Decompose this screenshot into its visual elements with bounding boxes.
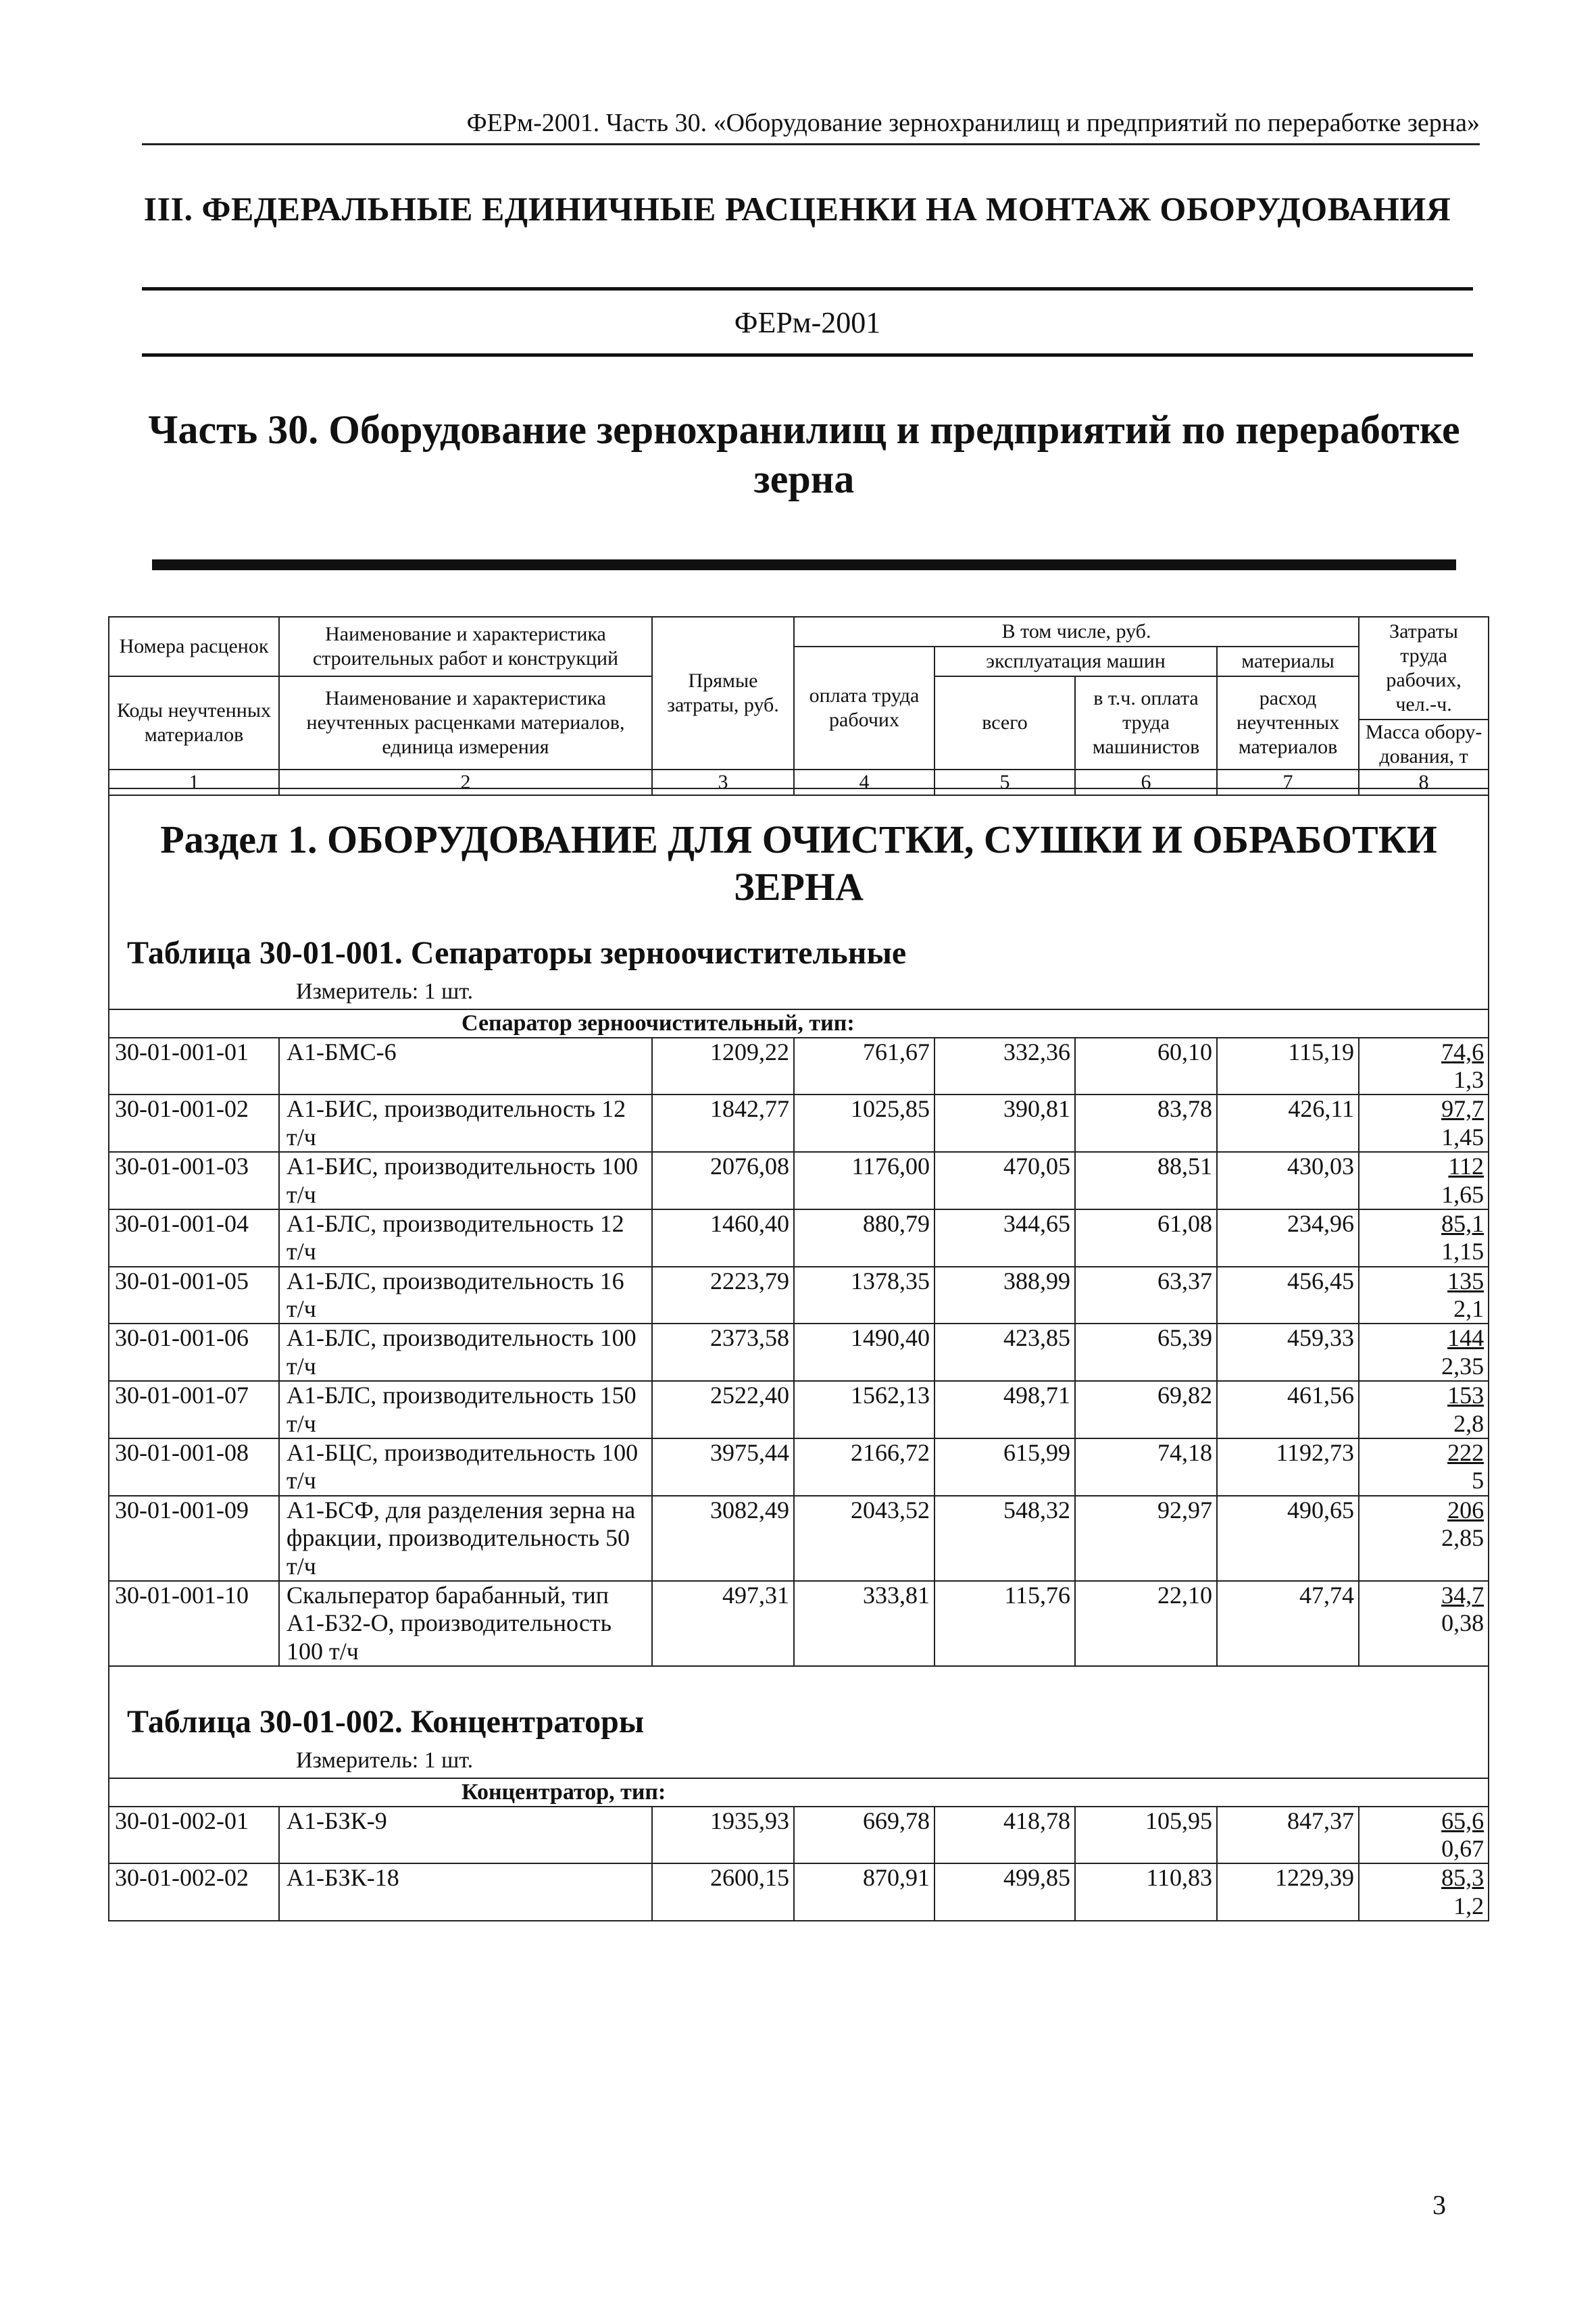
- machinists-pay: 69,82: [1075, 1381, 1217, 1438]
- labor-pay: 1025,85: [794, 1095, 934, 1152]
- equipment-mass: 1,3: [1453, 1065, 1485, 1093]
- table-meter: Измеритель: 1 шт.: [296, 1748, 474, 1774]
- col-direct-costs: Прямые затраты, руб.: [652, 617, 794, 770]
- separator-bar: [152, 559, 1456, 570]
- rate-code: 30-01-001-03: [109, 1152, 279, 1209]
- labor-hours: 144: [1447, 1324, 1485, 1352]
- labor-mass-cell: [1359, 1581, 1489, 1666]
- labor-mass-cell: [1359, 1381, 1489, 1438]
- labor-pay: 1378,35: [794, 1267, 934, 1324]
- main-heading: III. ФЕДЕРАЛЬНЫЕ ЕДИНИЧНЫЕ РАСЦЕНКИ НА МОНТАЖ ОБОРУДОВАНИЯ: [143, 190, 1451, 228]
- materials-cost: 234,96: [1217, 1209, 1359, 1267]
- labor-pay: 880,79: [794, 1209, 934, 1267]
- table-row: [109, 1581, 1489, 1666]
- labor-mass-cell: [1359, 1267, 1489, 1324]
- labor-hours: 222: [1447, 1439, 1485, 1467]
- materials-cost: 430,03: [1217, 1152, 1359, 1209]
- materials-cost: 115,19: [1217, 1038, 1359, 1095]
- labor-hours: 85,3: [1441, 1864, 1485, 1892]
- equipment-mass: 5: [1472, 1467, 1485, 1494]
- direct-costs: 497,31: [652, 1581, 794, 1666]
- running-header: ФЕРм-2001. Часть 30. «Оборудование зернохранилищ и предприятий по переработке зерна»: [142, 108, 1480, 145]
- item-name: А1-БЛС, производительность 150 т/ч: [279, 1381, 652, 1438]
- labor-mass-cell: [1359, 1152, 1489, 1209]
- part-title-line-2: зерна: [753, 457, 855, 502]
- labor-hours: 65,6: [1441, 1807, 1485, 1834]
- materials-cost: 456,45: [1217, 1267, 1359, 1324]
- materials-cost: 1192,73: [1217, 1438, 1359, 1496]
- machinists-pay: 83,78: [1075, 1095, 1217, 1152]
- machinists-pay: 88,51: [1075, 1152, 1217, 1209]
- table-title: Таблица 30-01-001. Сепараторы зерноочистительные: [127, 935, 907, 972]
- direct-costs: 2373,58: [652, 1324, 794, 1381]
- equipment-mass: 2,85: [1441, 1524, 1485, 1552]
- table-row: [109, 1038, 1489, 1095]
- labor-hours: 97,7: [1441, 1095, 1485, 1123]
- col-equipment-mass: Масса обору-дования, т: [1359, 720, 1489, 770]
- direct-costs: 1935,93: [652, 1807, 794, 1864]
- machinists-pay: 92,97: [1075, 1496, 1217, 1581]
- table-row: [109, 1324, 1489, 1381]
- col-num-2: 2: [279, 770, 652, 795]
- group-label: Сепаратор зерноочистительный, тип:: [279, 1009, 1489, 1037]
- table-title: Таблица 30-01-002. Концентраторы: [127, 1704, 645, 1740]
- machinists-pay: 60,10: [1075, 1038, 1217, 1095]
- table-row: [109, 1267, 1489, 1324]
- machines-total: 423,85: [934, 1324, 1075, 1381]
- col-num-8: 8: [1359, 770, 1489, 795]
- rate-code: 30-01-001-06: [109, 1324, 279, 1381]
- group-label: Концентратор, тип:: [279, 1778, 1489, 1806]
- col-num-3: 3: [652, 770, 794, 795]
- machines-total: 498,71: [934, 1381, 1075, 1438]
- labor-mass-cell: [1359, 1209, 1489, 1267]
- labor-hours: 153: [1447, 1382, 1485, 1409]
- machines-total: 390,81: [934, 1095, 1075, 1152]
- table-row: [109, 1438, 1489, 1496]
- materials-cost: 459,33: [1217, 1324, 1359, 1381]
- labor-pay: 1490,40: [794, 1324, 934, 1381]
- labor-mass-cell: [1359, 1324, 1489, 1381]
- column-header-table: [108, 616, 1489, 796]
- col-unaccounted-names: Наименование и характеристика неучтенных расценками материалов, единица измерения: [279, 676, 652, 770]
- direct-costs: 1460,40: [652, 1209, 794, 1267]
- item-name: Скальператор барабанный, тип А1-Б32-О, производительность 100 т/ч: [279, 1581, 652, 1666]
- machines-total: 470,05: [934, 1152, 1075, 1209]
- table-row: [109, 1863, 1489, 1921]
- table-row: [109, 1496, 1489, 1581]
- machinists-pay: 65,39: [1075, 1324, 1217, 1381]
- materials-cost: 426,11: [1217, 1095, 1359, 1152]
- labor-pay: 1176,00: [794, 1152, 934, 1209]
- materials-cost: 847,37: [1217, 1807, 1359, 1864]
- labor-mass-cell: [1359, 1095, 1489, 1152]
- col-work-name: Наименование и характеристика строительных работ и конструкций: [279, 617, 652, 676]
- item-name: А1-БЛС, производительность 16 т/ч: [279, 1267, 652, 1324]
- col-labor-pay: оплата труда рабочих: [794, 647, 934, 770]
- rate-code: 30-01-001-01: [109, 1038, 279, 1095]
- table-row: [109, 1381, 1489, 1438]
- machines-total: 418,78: [934, 1807, 1075, 1864]
- col-machines: эксплуатация машин: [934, 647, 1217, 676]
- direct-costs: 2076,08: [652, 1152, 794, 1209]
- direct-costs: 1209,22: [652, 1038, 794, 1095]
- item-name: А1-БИС, производительность 12 т/ч: [279, 1095, 652, 1152]
- col-materials: материалы: [1217, 647, 1359, 676]
- labor-hours: 85,1: [1441, 1209, 1485, 1237]
- labor-pay: 1562,13: [794, 1381, 934, 1438]
- table-row: [109, 1152, 1489, 1209]
- labor-mass-cell: [1359, 1038, 1489, 1095]
- machines-total: 548,32: [934, 1496, 1075, 1581]
- machinists-pay: 61,08: [1075, 1209, 1217, 1267]
- equipment-mass: 1,2: [1453, 1892, 1485, 1919]
- page-number: 3: [1432, 2190, 1446, 2220]
- direct-costs: 2522,40: [652, 1381, 794, 1438]
- rate-code: 30-01-001-07: [109, 1381, 279, 1438]
- labor-mass-cell: [1359, 1438, 1489, 1496]
- machines-total: 615,99: [934, 1438, 1075, 1496]
- direct-costs: 3082,49: [652, 1496, 794, 1581]
- rate-code: 30-01-001-04: [109, 1209, 279, 1267]
- labor-hours: 206: [1447, 1496, 1485, 1524]
- part-title-line-1: Часть 30. Оборудование зернохранилищ и предприятий по переработке: [148, 407, 1460, 452]
- col-rate-numbers: Номера расценок: [109, 617, 279, 676]
- col-machines-total: всего: [934, 676, 1075, 770]
- equipment-mass: 1,15: [1441, 1238, 1485, 1265]
- col-unaccounted-codes: Коды неучтенных материалов: [109, 676, 279, 770]
- col-including: В том числе, руб.: [794, 617, 1359, 647]
- item-name: А1-БИС, производительность 100 т/ч: [279, 1152, 652, 1209]
- rate-code: 30-01-001-05: [109, 1267, 279, 1324]
- equipment-mass: 2,1: [1453, 1295, 1485, 1323]
- rate-code: 30-01-001-10: [109, 1581, 279, 1666]
- part-title: [135, 405, 1473, 504]
- direct-costs: 1842,77: [652, 1095, 794, 1152]
- equipment-mass: 1,65: [1441, 1180, 1485, 1208]
- col-num-1: 1: [109, 770, 279, 795]
- machinists-pay: 22,10: [1075, 1581, 1217, 1666]
- equipment-mass: 0,67: [1441, 1834, 1485, 1862]
- rate-code: 30-01-001-08: [109, 1438, 279, 1496]
- rate-code: 30-01-001-09: [109, 1496, 279, 1581]
- table-meter: Измеритель: 1 шт.: [296, 979, 474, 1005]
- item-name: А1-БЗК-18: [279, 1863, 652, 1921]
- item-name: А1-БЛС, производительность 100 т/ч: [279, 1324, 652, 1381]
- rate-code: 30-01-001-02: [109, 1095, 279, 1152]
- equipment-mass: 2,35: [1441, 1352, 1485, 1380]
- col-materials-unaccounted: расход неучтенных материалов: [1217, 676, 1359, 770]
- col-machinists-pay: в т.ч. оплата труда машинистов: [1075, 676, 1217, 770]
- labor-pay: 333,81: [794, 1581, 934, 1666]
- table-row: [109, 1209, 1489, 1267]
- section-title: [114, 789, 1484, 925]
- document-code: ФЕРм-2001: [734, 306, 881, 339]
- labor-hours: 112: [1448, 1153, 1485, 1180]
- machines-total: 344,65: [934, 1209, 1075, 1267]
- direct-costs: 3975,44: [652, 1438, 794, 1496]
- direct-costs: 2223,79: [652, 1267, 794, 1324]
- labor-pay: 2166,72: [794, 1438, 934, 1496]
- table-row: [109, 1807, 1489, 1864]
- col-num-6: 6: [1075, 770, 1217, 795]
- item-name: А1-БСФ, для разделения зерна на фракции, производительность 50 т/ч: [279, 1496, 652, 1581]
- rate-code: 30-01-002-02: [109, 1863, 279, 1921]
- machines-total: 115,76: [934, 1581, 1075, 1666]
- labor-pay: 2043,52: [794, 1496, 934, 1581]
- col-labor-costs: Затраты труда рабочих, чел.-ч.: [1359, 617, 1489, 720]
- rates-table: [108, 788, 1489, 1921]
- direct-costs: 2600,15: [652, 1863, 794, 1921]
- section-title-line-2: ЗЕРНА: [734, 864, 864, 909]
- col-num-5: 5: [934, 770, 1075, 795]
- materials-cost: 47,74: [1217, 1581, 1359, 1666]
- col-num-7: 7: [1217, 770, 1359, 795]
- code-block: [142, 287, 1473, 357]
- item-name: А1-БЗК-9: [279, 1807, 652, 1864]
- materials-cost: 490,65: [1217, 1496, 1359, 1581]
- machinists-pay: 63,37: [1075, 1267, 1217, 1324]
- section-title-line-1: Раздел 1. ОБОРУДОВАНИЕ ДЛЯ ОЧИСТКИ, СУШКИ И ОБРАБОТКИ: [160, 818, 1437, 861]
- labor-mass-cell: [1359, 1863, 1489, 1921]
- labor-pay: 761,67: [794, 1038, 934, 1095]
- col-num-4: 4: [794, 770, 934, 795]
- rate-code: 30-01-002-01: [109, 1807, 279, 1864]
- item-name: А1-БМС-6: [279, 1038, 652, 1095]
- item-name: А1-БЛС, производительность 12 т/ч: [279, 1209, 652, 1267]
- table-row: [109, 1095, 1489, 1152]
- equipment-mass: 2,8: [1453, 1409, 1485, 1437]
- equipment-mass: 1,45: [1441, 1123, 1485, 1151]
- item-name: А1-БЦС, производительность 100 т/ч: [279, 1438, 652, 1496]
- materials-cost: 461,56: [1217, 1381, 1359, 1438]
- machinists-pay: 74,18: [1075, 1438, 1217, 1496]
- machines-total: 332,36: [934, 1038, 1075, 1095]
- labor-mass-cell: [1359, 1496, 1489, 1581]
- machinists-pay: 110,83: [1075, 1863, 1217, 1921]
- materials-cost: 1229,39: [1217, 1863, 1359, 1921]
- machines-total: 388,99: [934, 1267, 1075, 1324]
- labor-pay: 870,91: [794, 1863, 934, 1921]
- labor-hours: 34,7: [1441, 1581, 1485, 1609]
- labor-hours: 74,6: [1441, 1038, 1485, 1065]
- labor-hours: 135: [1447, 1267, 1485, 1294]
- machines-total: 499,85: [934, 1863, 1075, 1921]
- labor-mass-cell: [1359, 1807, 1489, 1864]
- machinists-pay: 105,95: [1075, 1807, 1217, 1864]
- labor-pay: 669,78: [794, 1807, 934, 1864]
- equipment-mass: 0,38: [1441, 1609, 1485, 1637]
- rule-bottom: [142, 353, 1473, 357]
